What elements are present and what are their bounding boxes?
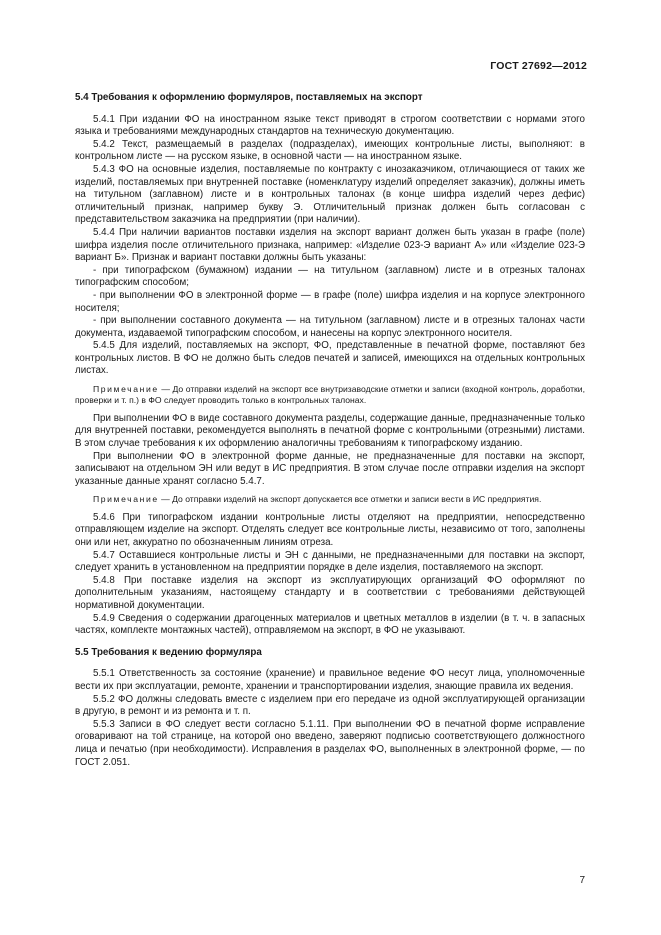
paragraph-5-5-1: 5.5.1 Ответственность за состояние (хранение) и правильное ведение ФО несут лица, уполномоченные вести их при эксплуатации, ремонте, хранении и транспортировании изделия, знающие правила их ведения.: [75, 668, 585, 692]
paragraph-5-5-3: 5.5.3 Записи в ФО следует вести согласно 5.1.11. При выполнении ФО в печатной форме исправление оговаривают на той странице, на которой оно введено, заверяют подписью соответствующего должностного лица и печатью (при необходимости). Исправления в разделах ФО, выполненных в электронной форме, — по ГОСТ 2.051.: [75, 718, 585, 768]
note-information-system: [75, 494, 585, 505]
paragraph-5-4-9: 5.4.9 Сведения о содержании драгоценных материалов и цветных металлов в изделии (в т. ч. в запасных частях, комплекте монтажных частей), отправляемом на экспорт, в ФО не указывают.: [75, 612, 585, 637]
paragraph-5-4-3: 5.4.3 ФО на основные изделия, поставляемые по контракту с инозаказчиком, отличающиеся от таких же изделий, поставляемых при внутренней поставке (номенклатуру изделий определяет заказчик), должны иметь на титульном (заглавном) листе и в контрольных талонах (в конце шифра изделий через дефис) отличительный признак, например букву Э. Отличительный признак должен быть согласован с представительством заказчика на предприятии (при наличии).: [75, 163, 585, 226]
paragraph-5-4-6: 5.4.6 При типографском издании контрольные листы отделяют на предприятии, непосредственно отправляющем изделие на экспорт. Отделять следует все контрольные листы, независимо от того, заполнены они или нет, аккуратно по обозначенным линиям отреза.: [75, 511, 585, 549]
note-text: — До отправки изделий на экспорт допускается все отметки и записи вести в ИС предприятия.: [158, 494, 542, 505]
note-text: — До отправки изделий на экспорт все внутризаводские отметки и записи (входной контроль, доработки, проверки и т. п.) в ФО следует проводить только в контрольных талонах.: [75, 384, 585, 406]
paragraph-5-4-2: 5.4.2 Текст, размещаемый в разделах (подразделах), имеющих контрольные листы, выполняют: в контрольном листе — на русском языке, в основной части — на иностранном языке.: [75, 138, 585, 163]
page-number: 7: [579, 875, 585, 886]
paragraph-composite-document: При выполнении ФО в виде составного документа разделы, содержащие данные, предназначенные только для внутренней поставки, рекомендуется выполнять в печатной форме с контрольными (отрезными) листами. В этом случае требования к их оформлению аналогичны требованиям к типографскому изданию.: [75, 412, 585, 450]
page-body: [75, 92, 585, 769]
note-control-coupons: [75, 384, 585, 407]
paragraph-5-4-7: 5.4.7 Оставшиеся контрольные листы и ЭН с данными, не предназначенными для поставки на экспорт, следует хранить в установленном на предприятии порядке в деле изделия, поставляемого на экспорт.: [75, 549, 585, 574]
paragraph-5-4-8: 5.4.8 При поставке изделия на экспорт из эксплуатирующих организаций ФО оформляют по дополнительным указаниям, настоящему стандарту и в соответствии с требованиями действующей нормативной документации.: [75, 574, 585, 611]
paragraph-electronic-form: При выполнении ФО в электронной форме данные, не предназначенные для поставки на экспорт, записывают на отдельном ЭН или ведут в ИС предприятия. В этом случае после отправки изделия на экспорт указанные данные хранят согласно 5.4.7.: [75, 450, 585, 487]
section-5-4-heading: 5.4 Требования к оформлению формуляров, поставляемых на экспорт: [75, 92, 423, 103]
paragraph-5-4-5: 5.4.5 Для изделий, поставляемых на экспорт, ФО, представленные в печатной форме, поставляют без контрольных листов. В ФО не должно быть следов печатей и записей, имеющихся на отдельных контрольных листах.: [75, 340, 585, 377]
section-5-5-heading: 5.5 Требования к ведению формуляра: [75, 646, 262, 658]
list-item-electronic: - при выполнении ФО в электронной форме — в графе (поле) шифра изделия и на корпусе электронного носителя;: [75, 289, 585, 314]
document-code-header: ГОСТ 27692—2012: [490, 60, 587, 72]
list-item-composite: - при выполнении составного документа — на титульном (заглавном) листе и в отрезных талонах части документа, издаваемой типографским способом, и нанесены на корпус электронного носителя.: [75, 315, 585, 339]
list-item-print: - при типографском (бумажном) издании — на титульном (заглавном) листе и в отрезных талонах типографским способом;: [75, 264, 585, 289]
note-label: Примечание: [93, 384, 159, 395]
paragraph-5-4-4: 5.4.4 При наличии вариантов поставки изделия на экспорт вариант должен быть указан в графе (поле) шифра изделия после отличительного признака, например: «Изделие 023-Э вариант А» или «Изделие 023-Э вариант Б». Признак и вариант поставки должны быть указаны:: [75, 226, 585, 264]
note-label: Примечание: [93, 494, 159, 505]
paragraph-5-5-2: 5.5.2 ФО должны следовать вместе с изделием при его передаче из одной эксплуатирующей организации в другую, в ремонт и из ремонта и т. п.: [75, 693, 585, 718]
paragraph-5-4-1: 5.4.1 При издании ФО на иностранном языке текст приводят в строгом соответствии с нормами этого языка и требованиями международных стандартов на техническую документацию.: [75, 113, 585, 138]
